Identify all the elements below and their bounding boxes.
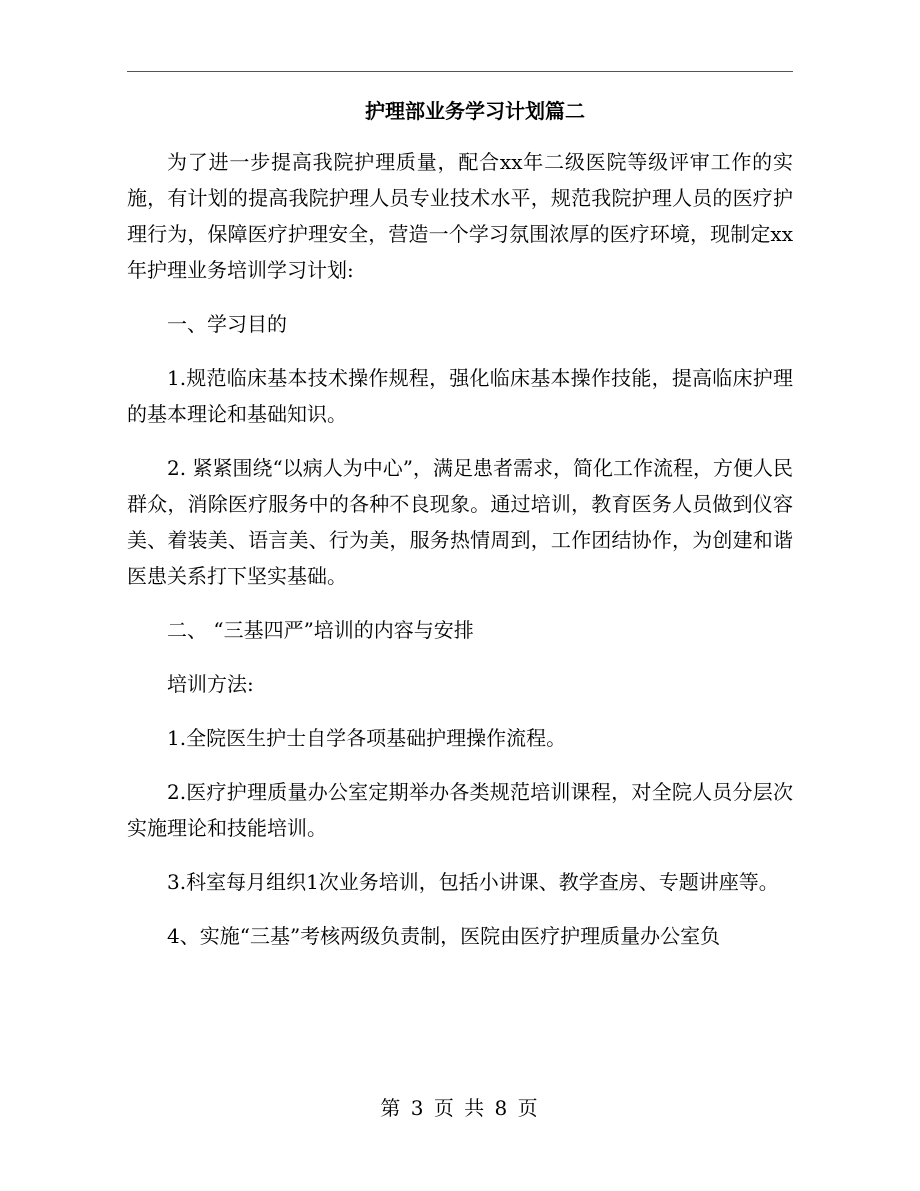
document-title: 护理部业务学习计划篇二 (365, 99, 585, 123)
section-heading-training: 二、 “三基四严”培训的内容与安排 (167, 618, 474, 642)
subheading-methods: 培训方法: (167, 672, 254, 696)
page-number: 第 3 页 共 8 页 (380, 1096, 540, 1120)
document-body (127, 96, 793, 972)
paragraph-method-1: 1.全院医生护士自学各项基础护理操作流程。 (167, 726, 567, 750)
section-heading-goals: 一、学习目的 (167, 312, 287, 336)
paragraph-method-2: 2.医疗护理质量办公室定期举办各类规范培训课程，对全院人员分层次实施理论和技能培训。 (127, 780, 793, 840)
paragraph-method-3: 3.科室每月组织1次业务培训，包括小讲课、教学查房、专题讲座等。 (167, 870, 779, 894)
paragraph-method-4: 4、实施“三基”考核两级负责制，医院由医疗护理质量办公室负 (167, 924, 721, 948)
paragraph-goal-2: 2. 紧紧围绕“以病人为中心”，满足患者需求，简化工作流程，方便人民群众，消除医疗服务中的各种不良现象。通过培训，教育医务人员做到仪容美、着装美、语言美、行为美，服务热情周到，工作团结协作，为创建和谐医患关系打下坚实基础。 (127, 456, 793, 588)
header-rule (127, 71, 793, 72)
paragraph-goal-1: 1.规范临床基本技术操作规程，强化临床基本操作技能，提高临床护理的基本理论和基础知识。 (127, 366, 793, 426)
paragraph-intro: 为了进一步提高我院护理质量，配合xx年二级医院等级评审工作的实施，有计划的提高我院护理人员专业技术水平，规范我院护理人员的医疗护理行为，保障医疗护理安全，营造一个学习氛围浓厚的医疗环境，现制定xx年护理业务培训学习计划: (127, 150, 793, 282)
